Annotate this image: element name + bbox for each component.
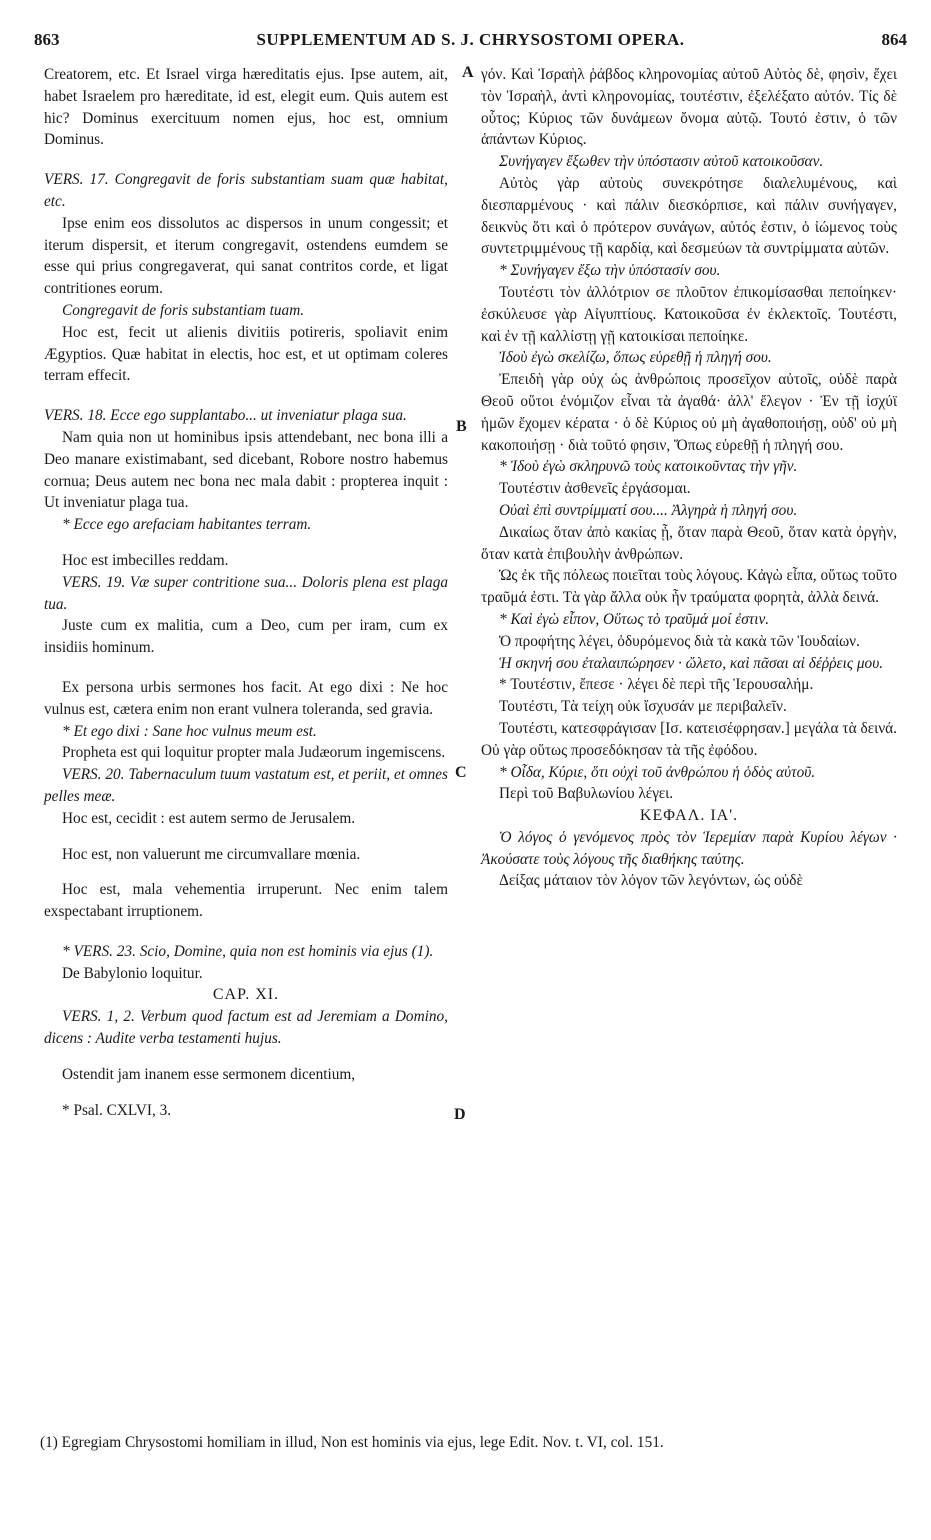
- latin-paragraph: De Babylonio loquitur.: [62, 964, 203, 982]
- latin-verse-heading: VERS. 18. Ecce ego supplantabo... ut inveniatur plaga sua.: [44, 407, 407, 425]
- greek-paragraph: Τουτέστι τὸν ἀλλότριον σε πλοῦτον ἐπικομίσασθαι πεποίηκεν· ἐσκύλευσε γὰρ Αἰγυπτίους. Κατοικοῦσα ἐν ἐκλεκτοῖς. Τουτέστι, καὶ ἐν τῇ καλλίστῃ γῇ κατοικίσαι πεποίηκε.: [481, 283, 897, 345]
- greek-paragraph: Τουτέστι, Τὰ τείχη οὐκ ἴσχυσάν με περιβαλεῖν.: [499, 698, 787, 716]
- greek-verse: Ἰδοὺ ἐγὼ σκελίζω, ὅπως εὑρεθῇ ἡ πληγή σου.: [499, 349, 772, 367]
- greek-paragraph: Ὁ προφήτης λέγει, ὀδυρόμενος διὰ τὰ κακὰ τῶν Ἰουδαίων.: [499, 632, 860, 650]
- greek-paragraph: Αὐτὸς γὰρ αὐτοὺς συνεκρότησε διαλελυμένους, καὶ διεσπαρμένους · καὶ πάλιν διεσκόρπισε, καὶ πάλιν συνήγαγεν, δεικνὺς ὅτι καὶ ὁ πρότερον συνάγων, αὐτός ἐστιν, ὁ ἰώμενος τοὺς συντετριμμένους τῇ καρδίᾳ, καὶ δεσμεύων τὰ συντρίμματα αὐτῶν.: [481, 174, 897, 258]
- latin-paragraph: Hoc est, fecit ut alienis divitiis potireris, spoliavit enim Ægyptios. Quæ habitat in electis, hoc est, et ut optimam coleres terram effecit.: [44, 323, 448, 385]
- greek-verse: * Ἰδοὺ ἐγὼ σκληρυνῶ τοὺς κατοικοῦντας τὴν γῆν.: [499, 458, 798, 476]
- greek-verse: Οὐαὶ ἐπὶ συντρίμματί σου.... Ἀλγηρὰ ἡ πληγή σου.: [499, 501, 798, 519]
- latin-verse-heading: VERS. 17. Congregavit de foris substantiam suam quæ habitat, etc.: [44, 171, 448, 210]
- greek-paragraph: Δείξας μάταιον τὸν λόγον τῶν λεγόντων, ὡς οὐδὲ: [499, 872, 803, 890]
- latin-chapter-heading: CAP. XI.: [212, 986, 280, 1004]
- latin-paragraph: * Et ego dixi : Sane hoc vulnus meum est.: [62, 722, 317, 740]
- latin-paragraph: * Ecce ego arefaciam habitantes terram.: [62, 516, 312, 534]
- latin-paragraph: Juste cum ex malitia, cum a Deo, cum per iram, cum ex insidiis hominum.: [44, 617, 448, 657]
- page-number-left: 863: [34, 30, 60, 49]
- greek-paragraph: Ἐπειδὴ γὰρ οὐχ ὡς ἀνθρώποις προσεῖχον αὐτοῖς, οὐδὲ παρὰ Θεοῦ οὕτοι ἐνόμιζον εἶναι τὰ ἀγαθά· ἀλλ' ἔλεγον · Ἐν τῇ ἰσχύϊ ἡμῶν ἔχομεν κέρατα · ὁ δὲ Κύριος οὐ μὴ ἀγαθοποιήσῃ, οὐδ' οὐ μὴ κακοποιήσῃ · διὰ τοῦτό φησιν, Ὅπως εὑρεθῇ ἡ πληγή σου.: [481, 371, 897, 454]
- greek-paragraph: Τουτέστιν ἀσθενεῖς ἐργάσομαι.: [499, 480, 691, 498]
- greek-verse: * Καὶ ἐγὼ εἶπον, Οὕτως τὸ τραῦμά μοί ἐστιν.: [499, 610, 770, 628]
- scripture-reference-note: * Psal. CXLVI, 3.: [62, 1101, 172, 1119]
- greek-chapter-heading: ΚΕΦΑΛ. ΙΑ'.: [639, 807, 739, 825]
- margin-mark-b: B: [456, 418, 467, 435]
- latin-paragraph: Ostendit jam inanem esse sermonem dicentium,: [62, 1065, 356, 1083]
- latin-paragraph: Hoc est imbecilles reddam.: [62, 551, 229, 569]
- margin-mark-d: D: [454, 1106, 466, 1123]
- greek-paragraph: Τουτέστι, κατεσφράγισαν [Ισ. κατεισέφρησαν.] μεγάλα τὰ δεινά. Οὐ γὰρ οὕτως προσεδόκησαν τὰ τῆς ἐφόδου.: [481, 719, 897, 759]
- greek-verse: * Συνήγαγεν ἔξω τὴν ὑπόστασίν σου.: [499, 262, 721, 280]
- greek-verse: Ὁ λόγος ὁ γενόμενος πρὸς τὸν Ἱερεμίαν παρὰ Κυρίου λέγων · Ἀκούσατε τοὺς λόγους τῆς διαθήκης ταύτης.: [481, 828, 897, 868]
- greek-verse: * Οἶδα, Κύριε, ὅτι οὐχὶ τοῦ ἀνθρώπου ἡ ὁδὸς αὐτοῦ.: [499, 763, 816, 781]
- greek-paragraph: * Τουτέστιν, ἔπεσε · λέγει δὲ περὶ τῆς Ἱερουσαλήμ.: [499, 676, 814, 694]
- latin-paragraph: Nam quia non ut hominibus ipsis attendebant, nec bona illi a Deo manare existimabant, sed dicebant, Robore nostro habemus cornua; Deus autem nec bona nec mala dabit : propterea inquit : Ut inveniatur plaga tua.: [44, 428, 448, 512]
- greek-paragraph: γόν. Καὶ Ἰσραὴλ ῥάβδος κληρονομίας αὐτοῦ Αὐτὸς δὲ, φησὶν, ἔχει τὸν Ἰσραὴλ, ἀντὶ κληρονομίας, τουτέστιν, ἐξελέξατο αὐτόν. Τίς δὲ οὗτος; Κύριος τῶν δυνάμεων ὄνομα αὐτῷ. Τουτό ἐστιν, ὁ τῶν ἁπάντων Κύριος.: [481, 66, 897, 149]
- latin-verse-heading: * VERS. 23. Scio, Domine, quia non est hominis via ejus (1).: [62, 942, 434, 960]
- latin-verse-heading: VERS. 1, 2. Verbum quod factum est ad Jeremiam a Domino, dicens : Audite verba testamenti hujus.: [44, 1008, 448, 1048]
- latin-verse-heading: VERS. 20. Tabernaculum tuum vastatum est, et periit, et omnes pelles meæ.: [44, 766, 448, 805]
- margin-mark-a: A: [462, 64, 474, 81]
- greek-paragraph: Δικαίως ὅταν ἀπὸ κακίας ᾖ, ὅταν παρὰ Θεοῦ, ὅταν κατὰ ὀργὴν, ὅταν κατὰ ἐπιβουλὴν ἀνθρώπων.: [481, 523, 897, 563]
- greek-column: [481, 64, 897, 892]
- latin-verse-heading: VERS. 19. Væ super contritione sua... Doloris plena est plaga tua.: [44, 573, 448, 613]
- greek-paragraph: Περὶ τοῦ Βαβυλωνίου λέγει.: [499, 785, 674, 803]
- latin-paragraph: Ex persona urbis sermones hos facit. At ego dixi : Ne hoc vulnus est, cætera enim non erant vulnera toleranda, sed gravia.: [44, 678, 448, 718]
- latin-paragraph: Propheta est qui loquitur propter mala Judæorum ingemiscens.: [62, 744, 446, 762]
- margin-mark-c: C: [455, 764, 467, 781]
- greek-paragraph: Ὡς ἐκ τῆς πόλεως ποιεῖται τοὺς λόγους. Κἀγὼ εἶπα, οὕτως τοῦτο τραῦμά ἐστι. Τὰ γὰρ ἄλλα οὐκ ἦν τραύματα φορητὰ, ἀλλὰ δεινά.: [481, 567, 897, 607]
- latin-column: [44, 64, 448, 1121]
- page-number-right: 864: [881, 30, 907, 49]
- latin-paragraph: Hoc est, cecidit : est autem sermo de Jerusalem.: [62, 809, 356, 827]
- latin-paragraph: Hoc est, non valuerunt me circumvallare mœnia.: [62, 845, 361, 863]
- footnote: (1) Egregiam Chrysostomi homiliam in illud, Non est hominis via ejus, lege Edit. Nov. t. VI, col. 151.: [40, 1434, 664, 1451]
- latin-paragraph: Ipse enim eos dissolutos ac dispersos in unum congessit; et iterum dispersit, et iterum congregavit, ostendens eumdem se esse qui prius congregaverat, qui sanat contritos corde, et ligat contritiones eorum.: [44, 214, 448, 298]
- latin-paragraph: Congregavit de foris substantiam tuam.: [62, 301, 305, 319]
- latin-paragraph: Creatorem, etc. Et Israel virga hæreditatis ejus. Ipse autem, ait, habet Israelem pro hæreditate, id est, elegit eum. Quis autem est hic? Dominus exercituum nomen ejus, hoc est, omnium Dominus.: [44, 66, 448, 149]
- running-title: SUPPLEMENTUM AD S. J. CHRYSOSTOMI OPERA.: [256, 30, 685, 49]
- latin-paragraph: Hoc est, mala vehementia irruperunt. Nec enim talem exspectabant irruptionem.: [44, 881, 448, 921]
- running-header: [34, 30, 907, 56]
- greek-verse: Ἡ σκηνή σου ἐταλαιπώρησεν · ὤλετο, καὶ πᾶσαι αἱ δέῤῥεις μου.: [499, 654, 884, 672]
- greek-verse: Συνήγαγεν ἔξωθεν τὴν ὑπόστασιν αὐτοῦ κατοικοῦσαν.: [499, 153, 824, 171]
